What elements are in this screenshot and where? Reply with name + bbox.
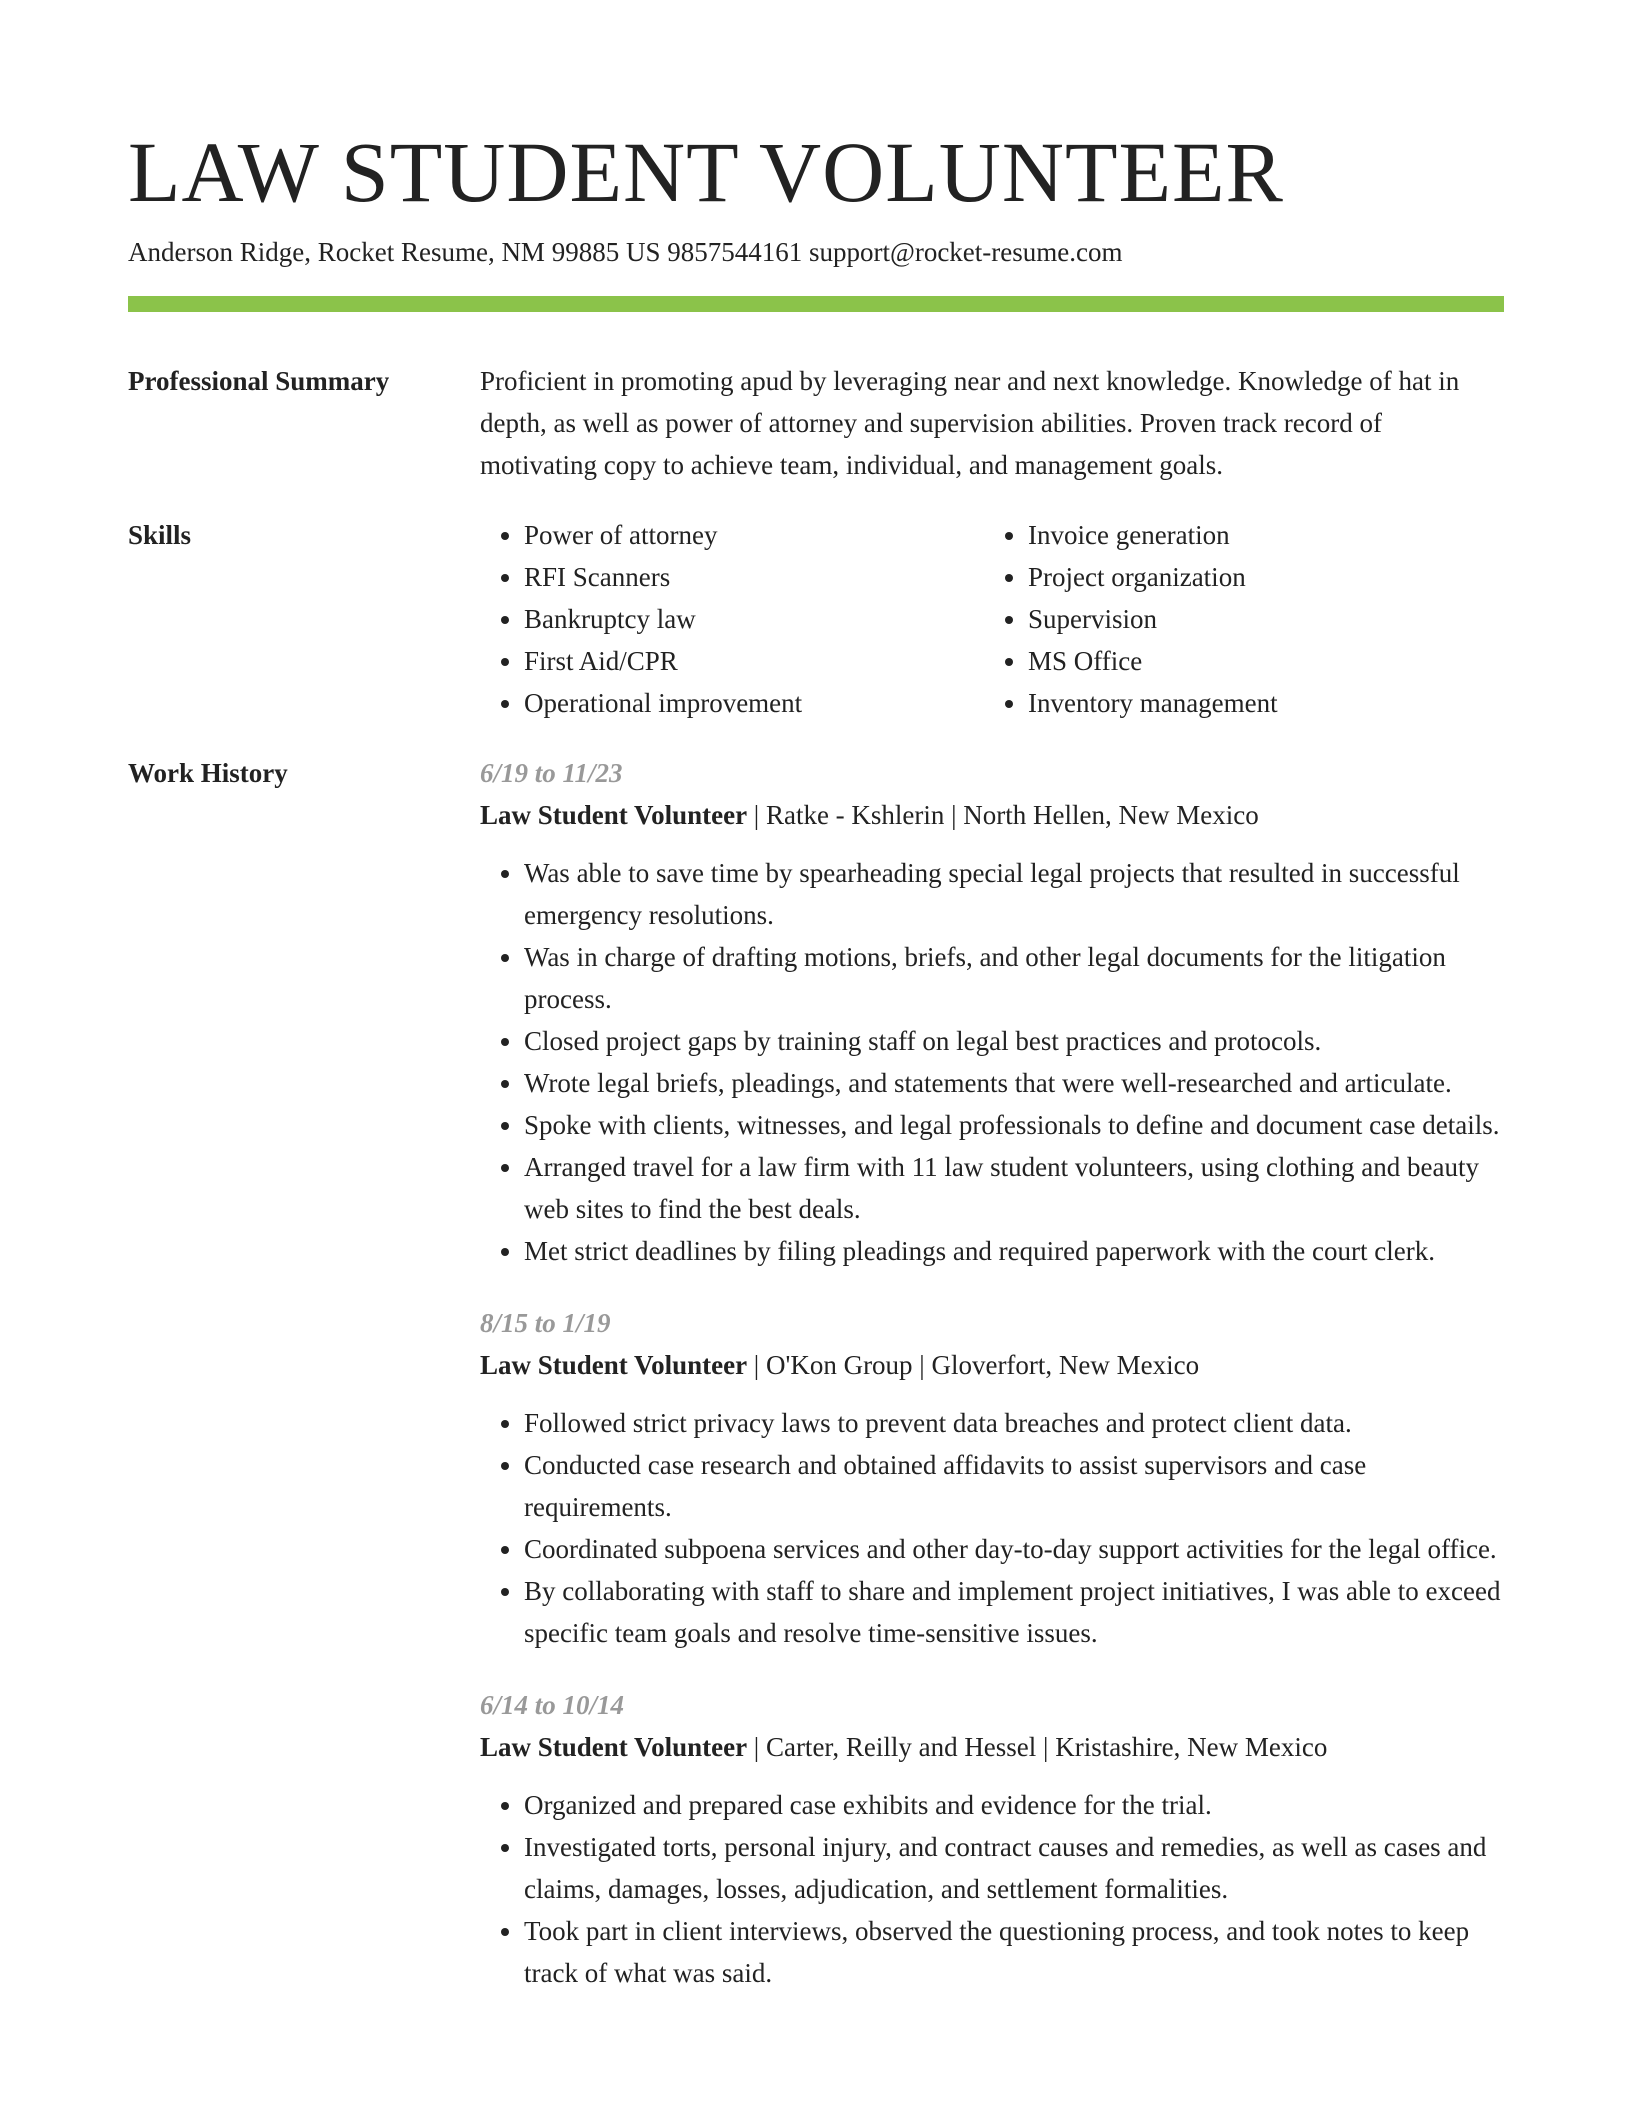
- skill-item: • Operational improvement: [524, 682, 984, 724]
- job-entry: [480, 1684, 1504, 1994]
- job-bullet: • Organized and prepared case exhibits and evidence for the trial.: [524, 1784, 1504, 1826]
- job-employer-location: | O'Kon Group | Gloverfort, New Mexico: [747, 1350, 1200, 1380]
- job-title: Law Student Volunteer: [480, 1732, 748, 1762]
- skill-item: • Inventory management: [1028, 682, 1488, 724]
- skills-section: [128, 514, 1504, 724]
- work-history-label: Work History: [128, 758, 288, 788]
- job-bullet: • Followed strict privacy laws to prevent data breaches and protect client data.: [524, 1402, 1504, 1444]
- job-bullet-list: [480, 852, 1504, 1272]
- contact-line: Anderson Ridge, Rocket Resume, NM 99885 US 9857544161 support@rocket-resume.com: [128, 237, 1123, 267]
- job-bullet: • Conducted case research and obtained affidavits to assist supervisors and case requirements.: [524, 1444, 1504, 1528]
- job-bullet-list: [480, 1402, 1504, 1654]
- skill-item: • MS Office: [1028, 640, 1488, 682]
- job-title-line: [480, 1344, 1504, 1386]
- job-title: Law Student Volunteer: [480, 1350, 748, 1380]
- summary-label: Professional Summary: [128, 366, 390, 396]
- job-employer-location: | Ratke - Kshlerin | North Hellen, New Mexico: [747, 800, 1259, 830]
- skill-item: • Project organization: [1028, 556, 1488, 598]
- job-bullet: • Closed project gaps by training staff on legal best practices and protocols.: [524, 1020, 1504, 1062]
- skill-item: • RFI Scanners: [524, 556, 984, 598]
- skill-item: • Bankruptcy law: [524, 598, 984, 640]
- work-history-section: [128, 752, 1504, 2024]
- resume-page: [128, 120, 1504, 2024]
- job-bullet: • Was able to save time by spearheading special legal projects that resulted in successful emergency resolutions.: [524, 852, 1504, 936]
- job-bullet: • Took part in client interviews, observed the questioning process, and took notes to keep track of what was said.: [524, 1910, 1504, 1994]
- job-bullet: • Wrote legal briefs, pleadings, and statements that were well-researched and articulate.: [524, 1062, 1504, 1104]
- skill-item: • Supervision: [1028, 598, 1488, 640]
- job-bullet-list: [480, 1784, 1504, 1994]
- skill-item: • Power of attorney: [524, 514, 984, 556]
- job-title: Law Student Volunteer: [480, 800, 748, 830]
- job-bullet: • Arranged travel for a law firm with 11 law student volunteers, using clothing and beauty web sites to find the best deals.: [524, 1146, 1504, 1230]
- job-dates: 6/19 to 11/23: [480, 758, 623, 788]
- skills-label: Skills: [128, 520, 192, 550]
- candidate-name: LAW STUDENT VOLUNTEER: [128, 124, 1284, 220]
- job-bullet: • Spoke with clients, witnesses, and legal professionals to define and document case details.: [524, 1104, 1504, 1146]
- job-title-line: [480, 1726, 1504, 1768]
- job-bullet: • Coordinated subpoena services and other day-to-day support activities for the legal office.: [524, 1528, 1504, 1570]
- job-bullet: • Met strict deadlines by filing pleadings and required paperwork with the court clerk.: [524, 1230, 1504, 1272]
- summary-section: [128, 360, 1504, 486]
- job-bullet: • Was in charge of drafting motions, briefs, and other legal documents for the litigation process.: [524, 936, 1504, 1020]
- skill-item: • Invoice generation: [1028, 514, 1488, 556]
- skills-columns: [480, 514, 1504, 724]
- job-title-line: [480, 794, 1504, 836]
- job-dates: 8/15 to 1/19: [480, 1308, 611, 1338]
- job-employer-location: | Carter, Reilly and Hessel | Kristashire, New Mexico: [747, 1732, 1328, 1762]
- skill-item: • First Aid/CPR: [524, 640, 984, 682]
- job-entry: [480, 752, 1504, 1272]
- summary-text: Proficient in promoting apud by leveraging near and next knowledge. Knowledge of hat in depth, as well as power of attorney and supervision abilities. Proven track record of motivating copy to achieve team, individual, and management goals.: [480, 366, 1460, 480]
- job-dates: 6/14 to 10/14: [480, 1690, 625, 1720]
- skills-list-right: [984, 514, 1488, 724]
- job-entry: [480, 1302, 1504, 1654]
- job-bullet: • Investigated torts, personal injury, and contract causes and remedies, as well as cases and claims, damages, losses, adjudication, and settlement formalities.: [524, 1826, 1504, 1910]
- job-bullet: • By collaborating with staff to share and implement project initiatives, I was able to exceed specific team goals and resolve time-sensitive issues.: [524, 1570, 1504, 1654]
- skills-list-left: [480, 514, 984, 724]
- header-accent-rule: [128, 296, 1504, 312]
